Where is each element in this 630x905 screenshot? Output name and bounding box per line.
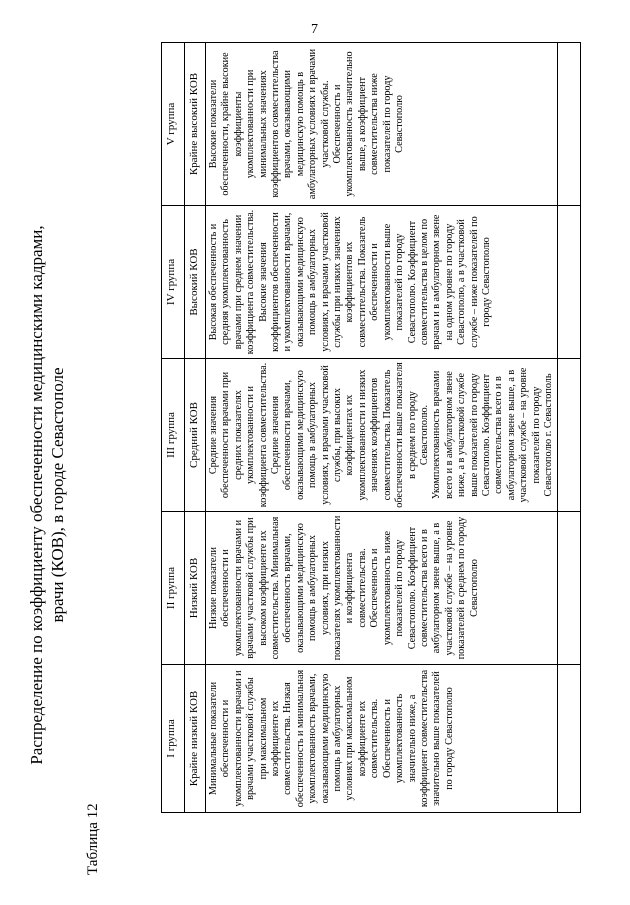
group-2-header: II группа — [162, 512, 185, 665]
group-2-description: Низкие показатели обеспеченности и укомплектованности врачами и врачами участковой службы при высоком коэффициенте их совместительства. Минимальная обеспеченность врачами, оказывающими медицинскую помощь в амбулаторных условиях, при низких показателях укомплектованности и коэффициента совместительства. Обеспеченность и укомплектованность ниже показателей по городу Севастополю. Коэффициент совместительства всего и в амбулаторном звене выше, а в участковой службе – на уровне показателей в среднем по городу Севастополю — [206, 512, 558, 665]
empty-cell — [558, 665, 581, 813]
group-1-header: I группа — [162, 665, 185, 813]
table-title: Распределение по коэффициенту обеспеченности медицинскими кадрами, врачи (КОВ), в городе Севастополе — [27, 225, 67, 765]
group-4-level: Высокий КОВ — [185, 206, 206, 359]
rotated-page-content — [25, 35, 585, 875]
distribution-table — [161, 42, 581, 813]
group-4-header: IV группа — [162, 206, 185, 359]
group-3-level: Средний КОВ — [185, 359, 206, 512]
empty-cell — [558, 206, 581, 359]
empty-cell — [558, 43, 581, 206]
group-4-description: Высокая обеспеченность и средняя укомплектованность врачами при среднем значении коэффициента совместительства. Высокие значения коэффициентов обеспеченности и укомплектованности врачами, оказывающими медицинскую помощь в амбулаторных условиях, и врачами участковой службы при низких значениях коэффициентов их совместительства. Показатель обеспеченности и укомплектованности выше показателей по городу Севастополю. Коэффициент совместительства в целом по врачам и в амбулаторном звене на одном уровне по городу Севастополю, а в участковой службе – ниже показателей по городу Севастополю — [206, 206, 558, 359]
group-5-description: Высокие показатели обеспеченности, крайне высокие коэффициенты укомплектованности при минимальных значениях коэффициентов совместительства врачами, оказывающими медицинскую помощь в амбулаторных условиях и врачами участковой службы. Обеспеченность и укомплектованность значительно выше, а коэффициент совместительства ниже показателей по городу Севастополю — [206, 43, 558, 206]
group-header-row — [162, 43, 185, 813]
page-number: 7 — [311, 22, 318, 37]
description-row — [206, 43, 558, 813]
group-5-header: V группа — [162, 43, 185, 206]
table-label: Таблица 12 — [85, 803, 101, 875]
level-header-row — [185, 43, 206, 813]
group-5-level: Крайне высокий КОВ — [185, 43, 206, 206]
group-1-description: Минимальные показатели обеспеченности и укомплектованности врачами и врачами участковой службы при максимальном коэффициенте их совместительства. Низкая обеспеченность и минимальная укомплектованность врачами, оказывающими медицинскую помощь в амбулаторных условиях при максимальном коэффициенте их совместительства. Обеспеченность и укомплектованность значительно ниже, а коэффициент совместительства значительно выше показателей по городу Севастополю — [206, 665, 558, 813]
group-2-level: Низкий КОВ — [185, 512, 206, 665]
group-3-description: Средние значения обеспеченности врачами при средних показателях укомплектованности и коэффициента совместительства. Средние значения обеспеченности врачами, оказывающими медицинскую помощь в амбулаторных условиях, и врачами участковой службы, при высоких коэффициентах их укомплектованности и низких значениях коэффициентов совместительства. Показатель обеспеченности выше показателя в среднем по городу Севастополю. Укомплектованность врачами всего и в амбулаторном звене ниже, а в участковой службе выше показателей по городу Севастополю. Коэффициент совместительства всего и в амбулаторном звене выше, а в участковой службе – на уровне показателей по городу Севастополю г. Севастополь — [206, 359, 558, 512]
group-1-level: Крайне низкий КОВ — [185, 665, 206, 813]
group-3-header: III группа — [162, 359, 185, 512]
empty-row — [558, 43, 581, 813]
empty-cell — [558, 512, 581, 665]
empty-cell — [558, 359, 581, 512]
